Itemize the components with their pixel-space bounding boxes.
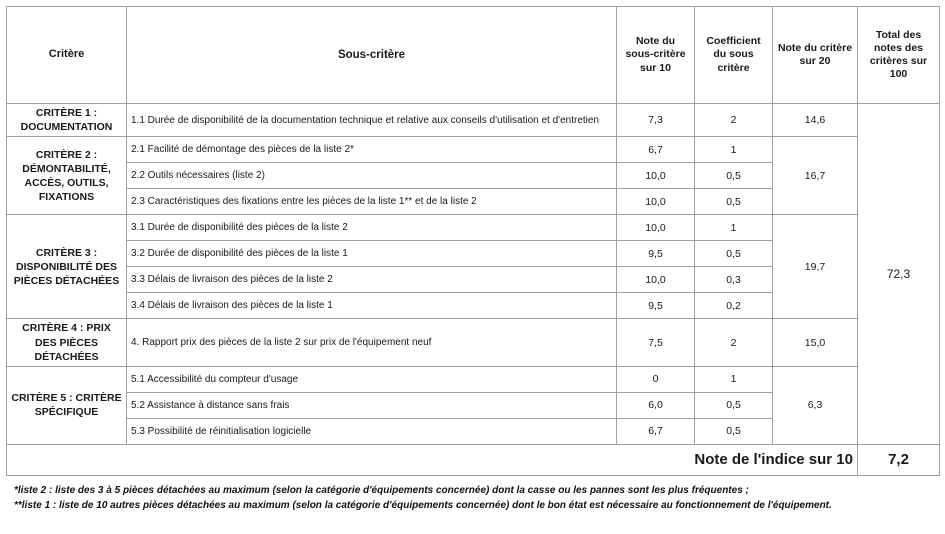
- sub-criterion-coefficient: 0,5: [695, 418, 773, 444]
- sub-criterion-score: 6,7: [617, 137, 695, 163]
- index-score-row: [7, 444, 940, 475]
- table-header-row: [7, 7, 940, 104]
- header-sous-critere: Sous-critère: [127, 7, 617, 104]
- sub-criterion-coefficient: 0,3: [695, 267, 773, 293]
- sub-criterion-score: 7,3: [617, 104, 695, 137]
- sub-criterion-coefficient: 0,2: [695, 293, 773, 319]
- scoring-table: [6, 6, 940, 476]
- sub-criterion-score: 10,0: [617, 267, 695, 293]
- table-row: [7, 137, 940, 163]
- criterion-score-5: 6,3: [773, 366, 858, 444]
- table-row: [7, 319, 940, 367]
- table-row: [7, 366, 940, 392]
- sub-criterion-coefficient: 0,5: [695, 163, 773, 189]
- footnote-liste-2: *liste 2 : liste des 3 à 5 pièces détachées au maximum (selon la catégorie d'équipements concernée) dont la casse ou les pannes sont les plus fréquentes ;: [14, 484, 749, 496]
- header-note-critere: Note du critère sur 20: [773, 7, 858, 104]
- sub-criterion-score: 7,5: [617, 319, 695, 367]
- sub-criterion-coefficient: 0,5: [695, 189, 773, 215]
- criterion-name-2: CRITÈRE 2 : DÉMONTABILITÉ, ACCÈS, OUTILS, FIXATIONS: [7, 137, 127, 215]
- sub-criterion-label: 4. Rapport prix des pièces de la liste 2 sur prix de l'équipement neuf: [127, 319, 617, 367]
- criterion-score-1: 14,6: [773, 104, 858, 137]
- criterion-name-3: CRITÈRE 3 : DISPONIBILITÉ DES PIÈCES DÉTACHÉES: [7, 215, 127, 319]
- sub-criterion-label: 5.1 Accessibilité du compteur d'usage: [127, 366, 617, 392]
- sub-criterion-coefficient: 1: [695, 137, 773, 163]
- header-coefficient: Coefficient du sous critère: [695, 7, 773, 104]
- sub-criterion-score: 9,5: [617, 293, 695, 319]
- sub-criterion-coefficient: 2: [695, 319, 773, 367]
- sub-criterion-score: 10,0: [617, 189, 695, 215]
- sub-criterion-label: 5.3 Possibilité de réinitialisation logicielle: [127, 418, 617, 444]
- sub-criterion-label: 3.2 Durée de disponibilité des pièces de la liste 1: [127, 241, 617, 267]
- table-row: [7, 104, 940, 137]
- sub-criterion-coefficient: 1: [695, 215, 773, 241]
- sub-criterion-score: 10,0: [617, 163, 695, 189]
- sub-criterion-coefficient: 0,5: [695, 392, 773, 418]
- criterion-name-4: CRITÈRE 4 : PRIX DES PIÈCES DÉTACHÉES: [7, 319, 127, 367]
- sub-criterion-label: 1.1 Durée de disponibilité de la documentation technique et relative aux conseils d'utilisation et d'entretien: [127, 104, 617, 137]
- footnote-liste-1: **liste 1 : liste de 10 autres pièces détachées au maximum (selon la catégorie d'équipements concernée) dont le bon état est nécessaire au fonctionnement de l'équipement.: [14, 499, 832, 511]
- sub-criterion-coefficient: 2: [695, 104, 773, 137]
- criterion-score-2: 16,7: [773, 137, 858, 215]
- sub-criterion-coefficient: 1: [695, 366, 773, 392]
- sub-criterion-score: 6,7: [617, 418, 695, 444]
- sub-criterion-label: 3.3 Délais de livraison des pièces de la liste 2: [127, 267, 617, 293]
- sub-criterion-coefficient: 0,5: [695, 241, 773, 267]
- footnotes: [6, 483, 939, 513]
- sub-criterion-label: 2.3 Caractéristiques des fixations entre les pièces de la liste 1** et de la liste 2: [127, 189, 617, 215]
- criterion-name-5: CRITÈRE 5 : CRITÈRE SPÉCIFIQUE: [7, 366, 127, 444]
- criterion-name-1: CRITÈRE 1 : DOCUMENTATION: [7, 104, 127, 137]
- sub-criterion-label: 3.4 Délais de livraison des pièces de la liste 1: [127, 293, 617, 319]
- sub-criterion-score: 9,5: [617, 241, 695, 267]
- criterion-score-3: 19,7: [773, 215, 858, 319]
- sub-criterion-label: 2.2 Outils nécessaires (liste 2): [127, 163, 617, 189]
- header-note-sous-critere: Note du sous-critère sur 10: [617, 7, 695, 104]
- sub-criterion-score: 6,0: [617, 392, 695, 418]
- sub-criterion-label: 2.1 Facilité de démontage des pièces de la liste 2*: [127, 137, 617, 163]
- criterion-score-4: 15,0: [773, 319, 858, 367]
- table-row: [7, 215, 940, 241]
- sub-criterion-score: 0: [617, 366, 695, 392]
- total-score: 72,3: [858, 104, 940, 445]
- header-critere: Critère: [7, 7, 127, 104]
- sub-criterion-label: 5.2 Assistance à distance sans frais: [127, 392, 617, 418]
- index-score-value: 7,2: [858, 444, 940, 475]
- header-total: Total des notes des critères sur 100: [858, 7, 940, 104]
- sub-criterion-score: 10,0: [617, 215, 695, 241]
- index-score-label: Note de l'indice sur 10: [7, 444, 858, 475]
- sub-criterion-label: 3.1 Durée de disponibilité des pièces de la liste 2: [127, 215, 617, 241]
